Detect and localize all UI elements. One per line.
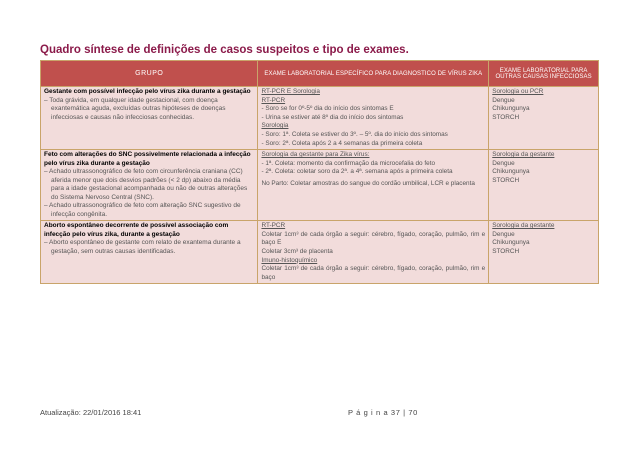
- footer-page-number: P á g i n a 37 | 70: [348, 408, 418, 417]
- table-row: [41, 221, 599, 284]
- group-item: – Achado ultrassonográfico de feto com circunferência craniana (CC) aferida menor que dois desvios padrões (< 2 dp) abaixo da média para a idade gestacional acompanhada ou não de outras alterações do Sistema Nervoso Central (SNC).: [44, 168, 248, 201]
- exam-line: RT-PCR: [261, 96, 286, 104]
- page-title: Quadro síntese de definições de casos suspeitos e tipo de exames.: [40, 44, 409, 56]
- other-cell: [489, 87, 599, 150]
- exam-line: - Soro: 2ª. Coleta após 2 a 4 semanas da primeira coleta: [261, 139, 423, 147]
- exam-line: Coletar 3cm³ de placenta: [261, 247, 333, 255]
- exam-line: RT-PCR E Sorologia: [261, 88, 320, 95]
- header-outras: EXAME LABORATORIAL PARA OUTRAS CAUSAS INFECCIOSAS: [489, 61, 599, 87]
- exam-cell: [258, 87, 489, 150]
- group-title: Feto com alterações do SNC possivelmente relacionada a infecção pelo vírus zika durante a gestação: [44, 151, 251, 167]
- header-grupo: GRUPO: [41, 61, 258, 87]
- other-cell: [489, 221, 599, 284]
- other-line: Chikungunya: [492, 239, 530, 247]
- header-row: [41, 61, 599, 87]
- group-cell: [41, 150, 258, 221]
- exam-line: - Soro se for 0º-5º dia do início dos sintomas E: [261, 105, 394, 113]
- table-row: [41, 87, 599, 150]
- exam-line: Sorologia da gestante para Zika vírus:: [261, 151, 370, 159]
- exam-line: - 1ª. Coleta: momento da confirmação da microcefalia do feto: [261, 159, 436, 167]
- other-line: Dengue: [492, 230, 515, 238]
- other-line: Chikungunya: [492, 168, 530, 176]
- group-item: – Toda grávida, em qualquer idade gestacional, com doença exantemática aguda, excluídas outras hipóteses de doenças infecciosas e causas não infecciosas conhecidas.: [44, 96, 226, 121]
- other-cell: [489, 150, 599, 221]
- exam-cell: [258, 150, 489, 221]
- group-cell: [41, 87, 258, 150]
- footer-updated: Atualização: 22/01/2016 18:41: [40, 408, 142, 417]
- group-title: Gestante com possível infecção pelo vírus zika durante a gestação: [44, 88, 251, 95]
- other-line: Sorologia da gestante: [492, 151, 555, 159]
- exam-line: - Urina se estiver até 8º dia do início dos sintomas: [261, 113, 404, 121]
- exam-line: No Parto: Coletar amostras do sangue do cordão umbilical, LCR e placenta: [261, 179, 475, 187]
- other-line: Sorologia ou PCR: [492, 88, 544, 95]
- exam-line: RT-PCR: [261, 222, 286, 230]
- group-cell: [41, 221, 258, 284]
- exam-line: Coletar 1cm³ de cada órgão a seguir: cérebro, fígado, coração, pulmão, rim e baço E: [261, 230, 486, 247]
- group-item: – Achado ultrassonográfico de feto com alteração SNC sugestivo de infecção congênita.: [44, 202, 241, 218]
- other-line: Sorologia da gestante: [492, 222, 555, 230]
- other-line: STORCH: [492, 113, 520, 121]
- other-line: STORCH: [492, 247, 520, 255]
- other-line: Dengue: [492, 159, 515, 167]
- other-line: Dengue: [492, 96, 515, 104]
- exam-line: Coletar 1cm³ de cada órgão a seguir: cérebro, fígado, coração, pulmão, rim e baço: [261, 265, 486, 281]
- summary-table: [40, 60, 599, 284]
- exam-cell: [258, 221, 489, 284]
- exam-line: Imuno-histoquímico: [261, 256, 318, 264]
- table-row: [41, 150, 599, 221]
- other-line: STORCH: [492, 176, 520, 184]
- exam-line: Sorologia: [261, 122, 289, 130]
- exam-line: - 2ª. Coleta: coletar soro da 2ª. a 4ª. semana após a primeira coleta: [261, 168, 453, 176]
- header-especifico: EXAME LABORATORIAL ESPECÍFICO PARA DIAGNOSTICO DE VÍRUS ZIKA: [258, 61, 489, 87]
- group-title: Aborto espontâneo decorrente de possível associação com infecção pelo vírus zika, durante a gestação: [44, 222, 229, 238]
- other-line: Chikungunya: [492, 105, 530, 113]
- group-item: – Aborto espontâneo de gestante com relato de exantema durante a gestação, sem outras causas identificadas.: [44, 239, 241, 255]
- exam-line: - Soro: 1ª. Coleta se estiver do 3º. – 5º. dia do início dos sintomas: [261, 130, 448, 138]
